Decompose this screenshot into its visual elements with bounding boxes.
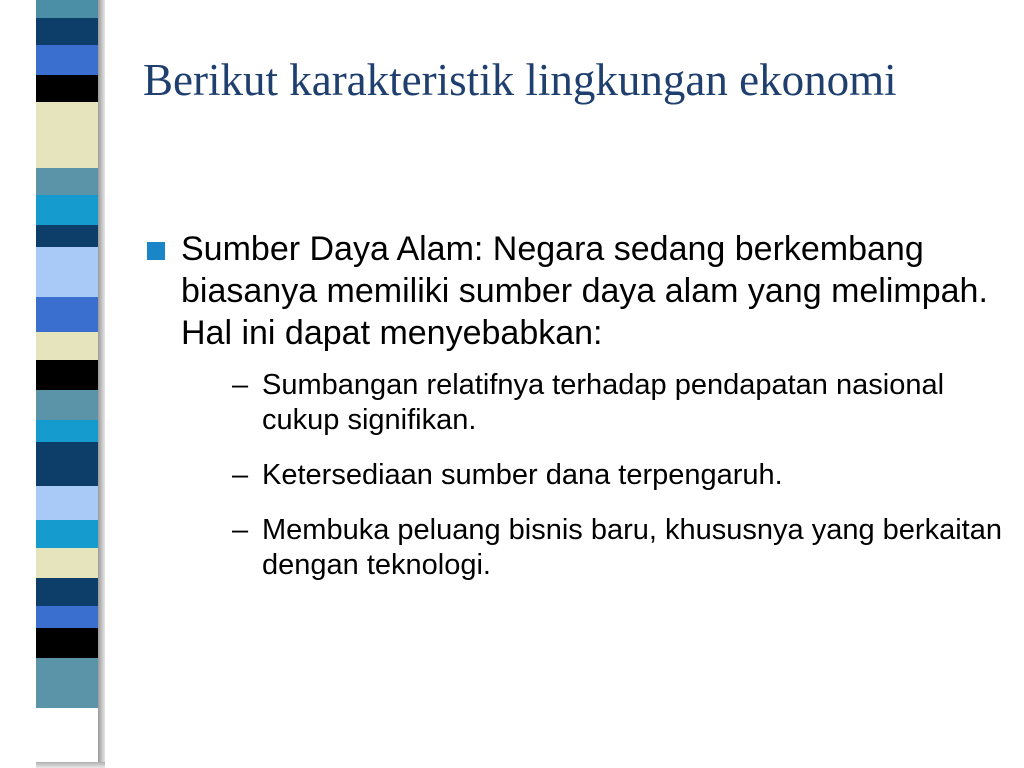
stripe-segment: [36, 548, 98, 578]
sub-bullet-item: [181, 458, 1005, 493]
stripe-segment: [36, 297, 98, 332]
stripe-segment: [36, 225, 98, 247]
sub-bullet-list: [181, 368, 1005, 583]
sub-bullet-text: Sumbangan relatifnya terhadap pendapatan nasional cukup signifikan.: [262, 369, 945, 436]
stripe-segment: [36, 360, 98, 390]
stripe-segment: [36, 420, 98, 442]
slide-title: Berikut karakteristik lingkungan ekonomi: [143, 55, 897, 105]
stripe-segment: [36, 195, 98, 225]
sub-bullet-text: Membuka peluang bisnis baru, khususnya yang berkaitan dengan teknologi.: [262, 514, 1002, 581]
stripe-segment: [36, 658, 98, 708]
stripe-segment: [36, 18, 98, 45]
stripe-segment: [36, 332, 98, 360]
stripe-segment: [36, 124, 98, 168]
stripe-segment: [36, 390, 98, 420]
stripe-segment: [36, 102, 98, 124]
stripe-segment: [36, 0, 98, 18]
dash-marker: –: [232, 459, 249, 491]
square-bullet-icon: [147, 242, 165, 260]
sub-bullet-item: [181, 368, 1005, 438]
sub-bullet-text: Ketersediaan sumber dana terpengaruh.: [262, 459, 783, 491]
stripe-segment: [36, 75, 98, 102]
stripe-segment: [36, 168, 98, 195]
stripe-segment: [36, 442, 98, 486]
stripe-segment: [36, 45, 98, 75]
decorative-stripe-bar: [36, 0, 98, 768]
stripe-segment: [36, 578, 98, 606]
stripe-segment: [36, 606, 98, 628]
sub-bullet-item: [181, 513, 1005, 583]
stripe-segment: [36, 247, 98, 297]
bullet-text: Sumber Daya Alam: Negara sedang berkembang biasanya memiliki sumber daya alam yang melimpah. Hal ini dapat menyebabkan:: [181, 230, 988, 352]
dash-marker: –: [232, 514, 249, 546]
bullet-item: [145, 228, 1005, 583]
stripe-bar-shadow: [98, 0, 105, 768]
stripe-segment: [36, 486, 98, 520]
stripe-bar-bottom-shadow: [36, 762, 105, 768]
dash-marker: –: [232, 369, 249, 401]
stripe-segment: [36, 628, 98, 658]
slide-content: [145, 228, 1005, 603]
stripe-segment: [36, 520, 98, 548]
